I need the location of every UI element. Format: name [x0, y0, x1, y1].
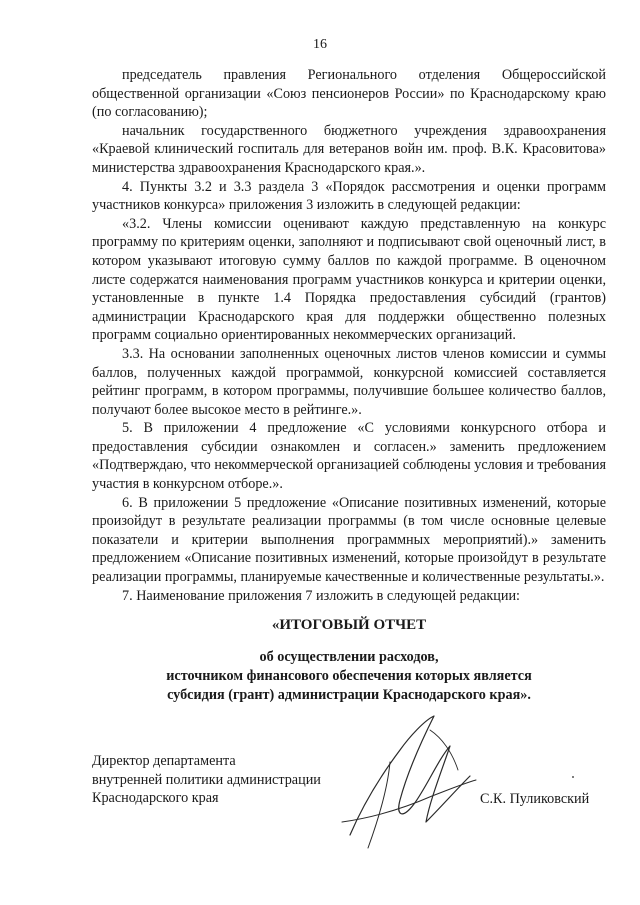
signer-position-line-2: внутренней политики администрации	[92, 771, 321, 788]
document-body	[92, 66, 606, 605]
signer-position	[92, 752, 342, 808]
scan-speck	[572, 776, 574, 778]
paragraph-item-4: 4. Пункты 3.2 и 3.3 раздела 3 «Порядок рассмотрения и оценки программ участников конкурса» приложения 3 изложить в следующей редакции:	[92, 178, 606, 214]
report-subtitle	[92, 648, 606, 705]
paragraph-clause-3-2: «3.2. Члены комиссии оценивают каждую представленную на конкурс программу по критериям оценки, заполняют и подписывают свой оценочный лист, в котором указывают итоговую сумму баллов по каждой программе. В оценочном листе содержатся наименования программ участников конкурса и критерии оценки, установленные в пункте 1.4 Порядка предоставления субсидий (грантов) администрации Краснодарского края для поддержки общественно полезных программ социально ориентированных некоммерческих организаций.	[92, 215, 606, 344]
page-number: 16	[313, 37, 327, 52]
signer-name: С.К. Пуликовский	[480, 791, 590, 807]
report-subtitle-line-3: субсидия (грант) администрации Краснодарского края».	[167, 687, 531, 703]
signer-position-line-3: Краснодарского края	[92, 790, 219, 807]
report-subtitle-line-2: источником финансового обеспечения которых является	[166, 668, 532, 684]
paragraph-item-5: 5. В приложении 4 предложение «С условиями конкурсного отбора и предоставления субсидии ознакомлен и согласен.» заменить предложением «Подтверждаю, что некоммерческой организацией соблюдены условия и требования участия в конкурсном отборе.».	[92, 420, 606, 493]
signer-position-line-1: Директор департамента	[92, 753, 236, 769]
report-title: «ИТОГОВЫЙ ОТЧЕТ	[271, 617, 427, 633]
handwritten-signature	[330, 700, 480, 860]
paragraph-item-7: 7. Наименование приложения 7 изложить в следующей редакции:	[122, 587, 520, 604]
paragraph-chairman: председатель правления Регионального отделения Общероссийской общественной организации «Союз пенсионеров России» по Краснодарскому краю (по согласованию);	[92, 67, 606, 121]
report-subtitle-line-1: об осуществлении расходов,	[259, 649, 439, 665]
paragraph-clause-3-3: 3.3. На основании заполненных оценочных листов членов комиссии и суммы баллов, полученных каждой программой, конкурсной комиссией составляется рейтинг программ, в котором программы, получившие большее количество баллов, получают более высокое место в рейтинге.».	[92, 345, 606, 418]
paragraph-item-6: 6. В приложении 5 предложение «Описание позитивных изменений, которые произойдут в результате реализации программы (в том числе основные целевые показатели и критерии выполнения программных мероприятий).» заменить предложением «Описание позитивных изменений, которые произойдут в результате реализации программы, планируемые качественные и количественные результаты.».	[92, 494, 606, 586]
paragraph-hospital-head: начальник государственного бюджетного учреждения здравоохранения «Краевой клинический госпиталь для ветеранов войн им. проф. В.К. Красовитова» министерства здравоохранения Краснодарского края.».	[92, 122, 606, 176]
